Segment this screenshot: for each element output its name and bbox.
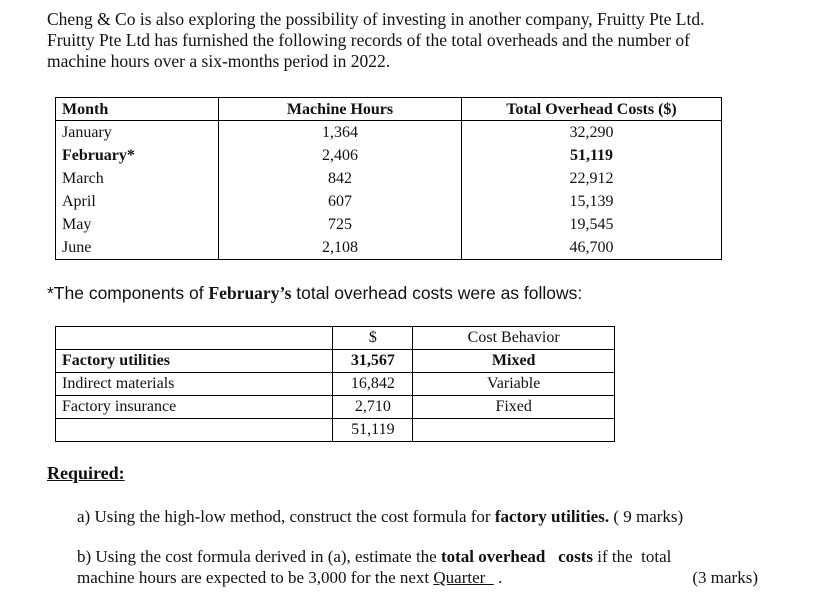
item-cell: Indirect materials (56, 373, 333, 396)
table-row (56, 190, 722, 213)
behavior-cell: Fixed (413, 396, 615, 419)
item-cell: Factory insurance (56, 396, 333, 419)
question-b-suffix: if the total (593, 547, 672, 566)
amount-cell: 2,710 (333, 396, 413, 419)
cost-cell: 19,545 (462, 213, 722, 236)
amount-cell: 31,567 (333, 350, 413, 373)
table-row (56, 121, 722, 145)
table-row (56, 167, 722, 190)
month-cell: January (56, 121, 219, 145)
month-cell: June (56, 236, 219, 260)
table-row (56, 350, 615, 373)
intro-line-3: machine hours over a six-months period in 2022. (47, 51, 391, 71)
cost-cell: 32,290 (462, 121, 722, 145)
table-row (56, 213, 722, 236)
question-b (77, 546, 774, 588)
hours-cell: 2,108 (219, 236, 462, 260)
question-a (77, 507, 683, 527)
table-row (56, 236, 722, 260)
question-a-bold: factory utilities. (494, 507, 610, 526)
hours-cell: 842 (219, 167, 462, 190)
cost-cell: 51,119 (462, 144, 722, 167)
behavior-cell: Mixed (413, 350, 615, 373)
question-a-prefix: a) Using the high-low method, construct the cost formula for (77, 507, 495, 526)
note-suffix: total overhead costs were as follows: (291, 283, 583, 303)
table-header-row (56, 98, 722, 121)
cost-cell: 46,700 (462, 236, 722, 260)
question-b-line2-suffix: . (493, 568, 503, 587)
item-cell: Factory utilities (56, 350, 333, 373)
total-amount-cell: 51,119 (333, 419, 413, 442)
question-b-bold: total overhead costs (440, 547, 594, 566)
header-machine-hours: Machine Hours (219, 98, 462, 121)
header-cost-behavior: Cost Behavior (413, 327, 615, 350)
header-item (56, 327, 333, 350)
hours-cell: 607 (219, 190, 462, 213)
month-cell: April (56, 190, 219, 213)
question-b-line2-prefix: machine hours are expected to be 3,000 for the next (77, 568, 434, 587)
header-month: Month (56, 98, 219, 121)
intro-paragraph (47, 9, 787, 72)
intro-line-1: Cheng & Co is also exploring the possibility of investing in another company, Fruitty Pte Ltd. (47, 9, 705, 29)
cost-cell: 15,139 (462, 190, 722, 213)
month-cell: May (56, 213, 219, 236)
intro-line-2: Fruitty Pte Ltd has furnished the following records of the total overheads and the number of (47, 30, 690, 50)
table-header-row (56, 327, 615, 350)
note-prefix: *The components of (47, 283, 209, 303)
hours-cell: 725 (219, 213, 462, 236)
cost-cell: 22,912 (462, 167, 722, 190)
question-b-marks: (3 marks) (692, 568, 758, 587)
header-total-overhead: Total Overhead Costs ($) (462, 98, 722, 121)
amount-cell: 16,842 (333, 373, 413, 396)
table-total-row (56, 419, 615, 442)
required-heading: Required: (47, 463, 125, 483)
note-month: February’s (208, 283, 292, 303)
header-amount: $ (333, 327, 413, 350)
behavior-cell: Variable (413, 373, 615, 396)
total-item-cell (56, 419, 333, 442)
overhead-table (55, 97, 722, 260)
total-behavior-cell (413, 419, 615, 442)
components-table (55, 326, 615, 442)
month-cell: February* (56, 144, 219, 167)
month-cell: March (56, 167, 219, 190)
question-a-suffix: ( 9 marks) (609, 507, 684, 526)
hours-cell: 1,364 (219, 121, 462, 145)
table-row (56, 373, 615, 396)
hours-cell: 2,406 (219, 144, 462, 167)
components-note (47, 283, 582, 304)
table-row (56, 396, 615, 419)
question-b-prefix: b) Using the cost formula derived in (a), estimate the (77, 547, 441, 566)
question-b-quarter: Quarter (433, 568, 494, 587)
table-row (56, 144, 722, 167)
